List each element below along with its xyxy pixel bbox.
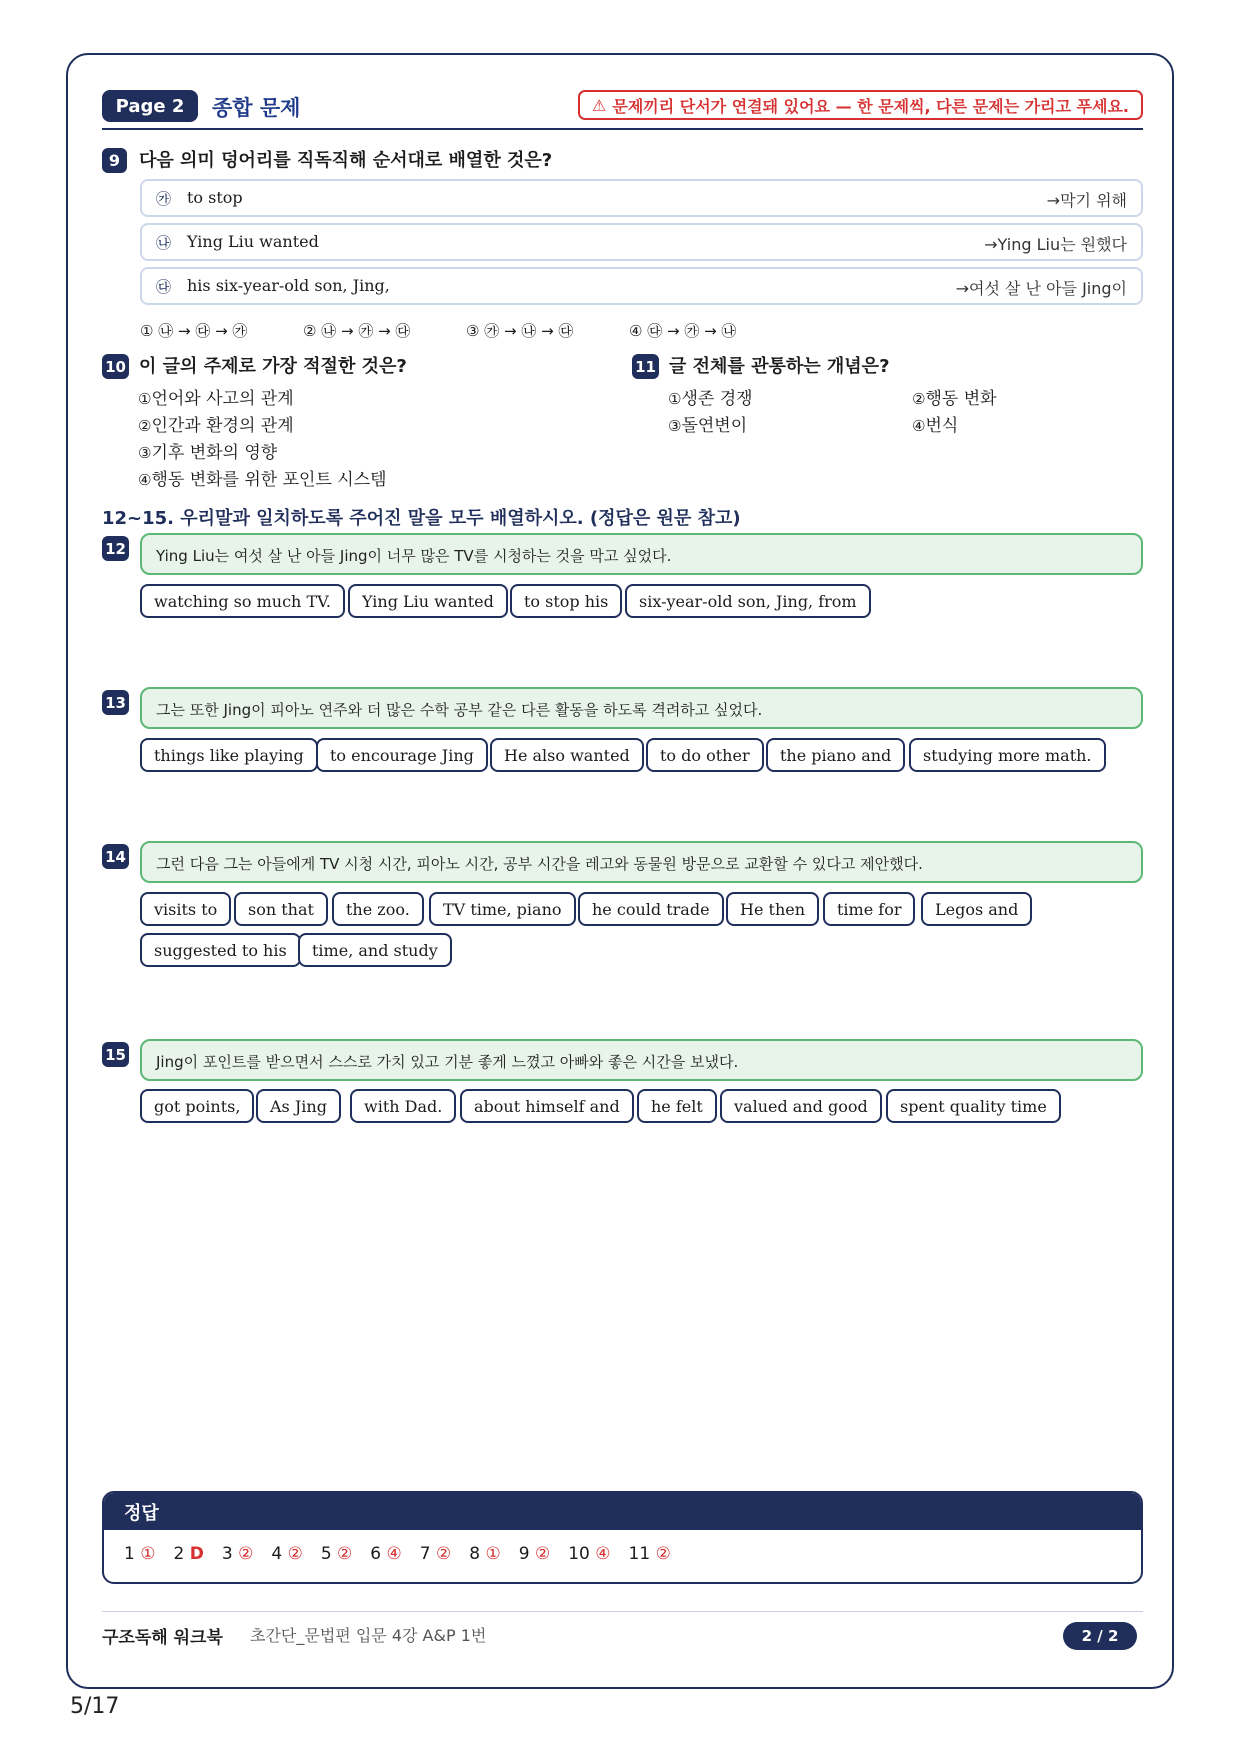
page-header xyxy=(102,90,1143,130)
answer-value: ② xyxy=(238,1544,254,1564)
question-10-choice-1[interactable]: ①언어와 사고의 관계 xyxy=(138,389,294,409)
word-tile[interactable]: to do other xyxy=(646,738,764,772)
word-tile[interactable]: the piano and xyxy=(766,738,905,772)
question-11-choice-4[interactable]: ④번식 xyxy=(912,416,959,436)
page-label-badge: Page 2 xyxy=(102,90,198,122)
answer-item xyxy=(370,1544,401,1564)
word-tile[interactable]: As Jing xyxy=(256,1089,341,1123)
chunk-korean: →여섯 살 난 아들 Jing이 xyxy=(955,279,1127,298)
section-instruction: 12~15. 우리말과 일치하도록 주어진 말을 모두 배열하시오. (정답은 원문 참고) xyxy=(102,508,741,529)
chunk-korean: →Ying Liu는 원했다 xyxy=(984,235,1127,254)
word-tile[interactable]: the zoo. xyxy=(332,892,424,926)
answer-item xyxy=(321,1544,352,1564)
meaning-chunk-a xyxy=(140,179,1143,217)
footer-page-badge: 2 / 2 xyxy=(1063,1622,1137,1650)
word-tile[interactable]: time for xyxy=(823,892,915,926)
word-tile[interactable]: visits to xyxy=(140,892,231,926)
question-9-choice-2[interactable]: ② ㉯ → ㉮ → ㉰ xyxy=(303,322,411,340)
word-tile[interactable]: about himself and xyxy=(460,1089,634,1123)
answer-value: ① xyxy=(140,1544,156,1564)
meaning-chunk-b xyxy=(140,223,1143,261)
word-tile[interactable]: watching so much TV. xyxy=(140,584,345,618)
word-tile[interactable]: He also wanted xyxy=(490,738,644,772)
word-tile[interactable]: he felt xyxy=(637,1089,717,1123)
warning-banner xyxy=(578,90,1143,120)
answer-question-number: 8 xyxy=(469,1544,481,1564)
answer-value: ② xyxy=(436,1544,452,1564)
answer-key-title: 정답 xyxy=(104,1493,1141,1530)
answer-item xyxy=(469,1544,500,1564)
answer-question-number: 4 xyxy=(271,1544,283,1564)
answer-question-number: 11 xyxy=(628,1544,651,1564)
question-number-13: 13 xyxy=(102,690,129,715)
word-tile[interactable]: things like playing xyxy=(140,738,318,772)
chunk-english: Ying Liu wanted xyxy=(187,232,319,251)
word-tile[interactable]: time, and study xyxy=(298,933,452,967)
korean-sentence-13: 그는 또한 Jing이 피아노 연주와 더 많은 수학 공부 같은 다른 활동을 하도록 격려하고 싶었다. xyxy=(140,687,1143,729)
question-11-choice-3[interactable]: ③돌연변이 xyxy=(668,416,748,436)
chunk-korean: →막기 위해 xyxy=(1046,191,1127,210)
answer-value: ④ xyxy=(386,1544,402,1564)
answer-question-number: 1 xyxy=(124,1544,135,1564)
answer-value: ② xyxy=(655,1544,671,1564)
footer-brand: 구조독해 워크북 xyxy=(102,1628,223,1648)
chunk-marker: ㉯ xyxy=(156,234,172,252)
word-tile[interactable]: TV time, piano xyxy=(429,892,576,926)
question-9-choice-1[interactable]: ① ㉯ → ㉰ → ㉮ xyxy=(140,322,248,340)
answer-item xyxy=(271,1544,302,1564)
footer-divider xyxy=(102,1611,1143,1612)
answer-question-number: 5 xyxy=(320,1544,332,1564)
word-tile[interactable]: spent quality time xyxy=(886,1089,1061,1123)
word-tile[interactable]: valued and good xyxy=(720,1089,882,1123)
answer-question-number: 3 xyxy=(221,1544,233,1564)
question-number-9: 9 xyxy=(102,148,127,173)
footer-subtitle: 초간단_문법편 입문 4강 A&P 1번 xyxy=(250,1626,487,1645)
answer-item xyxy=(519,1544,550,1564)
answer-question-number: 7 xyxy=(419,1544,431,1564)
question-9-text: 다음 의미 덩어리를 직독직해 순서대로 배열한 것은? xyxy=(139,150,553,171)
word-tile[interactable]: six-year-old son, Jing, from xyxy=(625,584,871,618)
chunk-marker: ㉮ xyxy=(156,190,172,208)
question-10-choice-3[interactable]: ③기후 변화의 영향 xyxy=(138,443,278,463)
answer-question-number: 6 xyxy=(370,1544,382,1564)
answer-value: ④ xyxy=(595,1544,611,1564)
question-10-choice-4[interactable]: ④행동 변화를 위한 포인트 시스템 xyxy=(138,470,387,490)
word-tile[interactable]: son that xyxy=(234,892,328,926)
answer-item xyxy=(124,1544,155,1564)
viewer-page-counter: 5/17 xyxy=(70,1694,120,1719)
answer-value: ② xyxy=(287,1544,303,1564)
chunk-marker: ㉰ xyxy=(156,278,172,296)
answer-value: ② xyxy=(534,1544,551,1564)
answer-key-list xyxy=(104,1530,1141,1564)
word-tile[interactable]: to stop his xyxy=(510,584,622,618)
chunk-english: his six-year-old son, Jing, xyxy=(187,276,390,295)
answer-question-number: 9 xyxy=(518,1544,530,1564)
page-title: 종합 문제 xyxy=(212,96,301,120)
word-tile[interactable]: to encourage Jing xyxy=(316,738,488,772)
korean-sentence-12: Ying Liu는 여섯 살 난 아들 Jing이 너무 많은 TV를 시청하는 것을 막고 싶었다. xyxy=(140,533,1143,575)
question-11-choice-2[interactable]: ②행동 변화 xyxy=(912,389,997,409)
word-tile[interactable]: He then xyxy=(726,892,819,926)
answer-question-number: 2 xyxy=(173,1544,185,1564)
answer-item xyxy=(222,1544,253,1564)
answer-value: D xyxy=(189,1544,204,1564)
word-tile[interactable]: with Dad. xyxy=(350,1089,456,1123)
word-tile[interactable]: Ying Liu wanted xyxy=(348,584,508,618)
answer-question-number: 10 xyxy=(568,1544,590,1564)
question-number-11: 11 xyxy=(632,354,659,379)
question-10-choice-2[interactable]: ②인간과 환경의 관계 xyxy=(138,416,294,436)
warning-text: 문제끼리 단서가 연결돼 있어요 — 한 문제씩, 다른 문제는 가리고 푸세요. xyxy=(612,96,1129,116)
chunk-english: to stop xyxy=(187,188,243,207)
answer-item xyxy=(420,1544,451,1564)
word-tile[interactable]: Legos and xyxy=(921,892,1032,926)
answer-item xyxy=(629,1544,671,1564)
answer-item xyxy=(173,1544,203,1564)
word-tile[interactable]: studying more math. xyxy=(909,738,1106,772)
korean-sentence-14: 그런 다음 그는 아들에게 TV 시청 시간, 피아노 시간, 공부 시간을 레고와 동물원 방문으로 교환할 수 있다고 제안했다. xyxy=(140,841,1143,883)
question-number-14: 14 xyxy=(102,844,129,869)
warning-icon: ⚠ xyxy=(592,95,607,115)
answer-item xyxy=(568,1544,610,1564)
word-tile[interactable]: suggested to his xyxy=(140,933,301,967)
question-11-text: 글 전체를 관통하는 개념은? xyxy=(669,356,890,377)
question-9-choice-4[interactable]: ④ ㉰ → ㉮ → ㉯ xyxy=(629,322,737,340)
answer-key xyxy=(102,1491,1143,1584)
question-10-text: 이 글의 주제로 가장 적절한 것은? xyxy=(139,356,407,377)
korean-sentence-15: Jing이 포인트를 받으면서 스스로 가치 있고 기분 좋게 느꼈고 아빠와 좋은 시간을 보냈다. xyxy=(140,1039,1143,1081)
meaning-chunk-c xyxy=(140,267,1143,305)
question-number-12: 12 xyxy=(102,536,129,561)
question-number-10: 10 xyxy=(102,354,129,379)
word-tile[interactable]: got points, xyxy=(140,1089,254,1123)
answer-value: ① xyxy=(485,1544,501,1564)
question-9-choice-3[interactable]: ③ ㉮ → ㉯ → ㉰ xyxy=(466,322,574,340)
question-11-choice-1[interactable]: ①생존 경쟁 xyxy=(668,389,753,409)
question-number-15: 15 xyxy=(102,1042,129,1067)
word-tile[interactable]: he could trade xyxy=(578,892,724,926)
answer-value: ② xyxy=(337,1544,353,1564)
